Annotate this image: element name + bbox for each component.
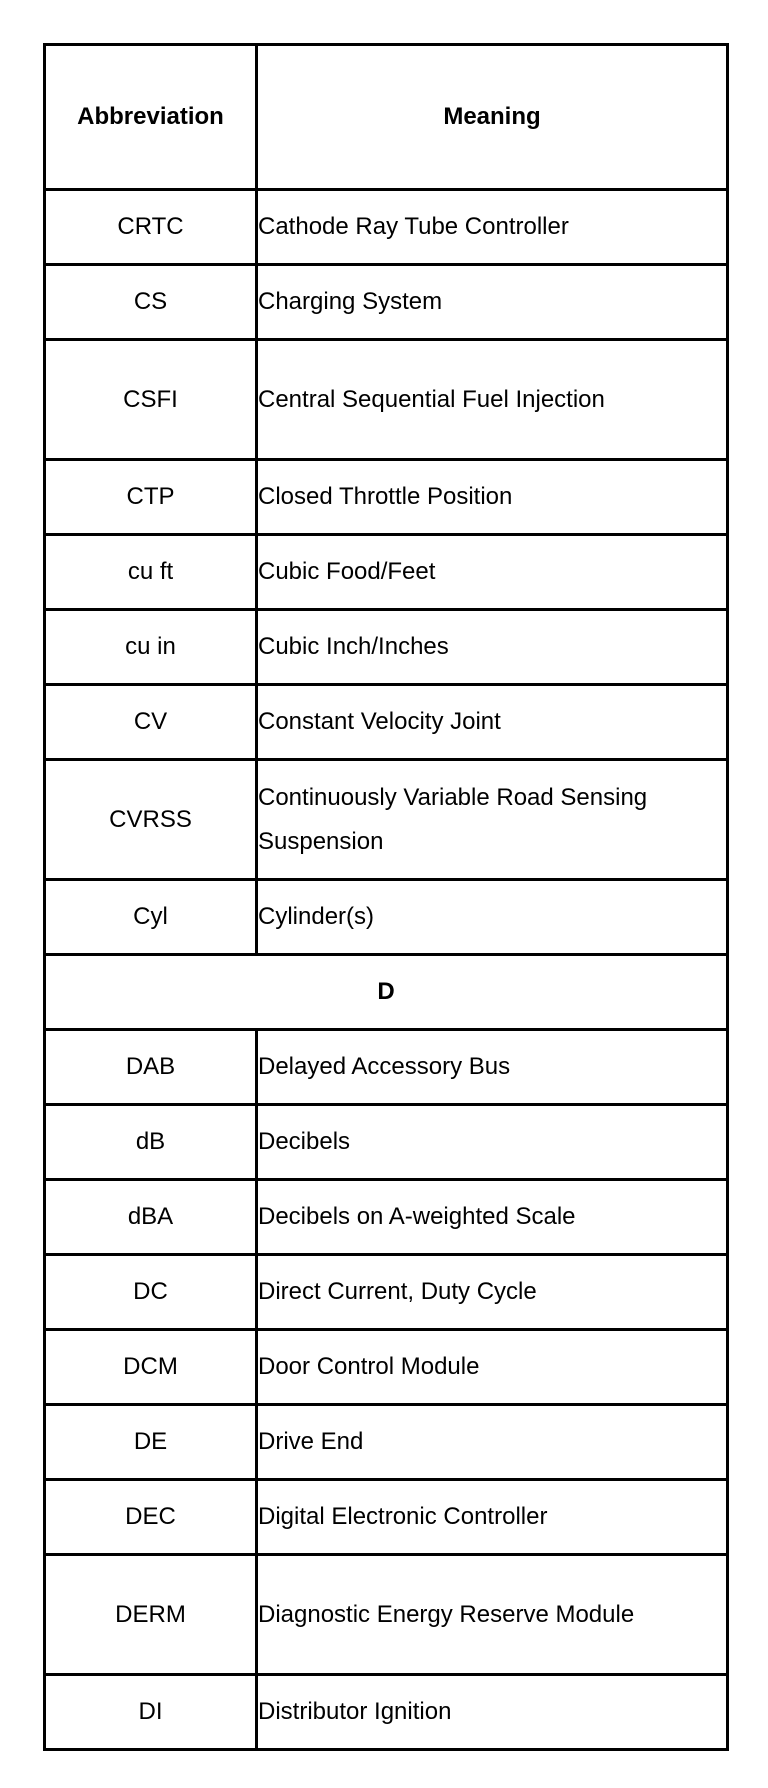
meaning-cell: Drive End <box>257 1405 728 1480</box>
abbreviation-cell: DE <box>45 1405 257 1480</box>
meaning-cell: Cubic Food/Feet <box>257 535 728 610</box>
table-row <box>45 190 728 265</box>
meaning-cell: Closed Throttle Position <box>257 460 728 535</box>
table-row <box>45 610 728 685</box>
table-row <box>45 1180 728 1255</box>
meaning-cell: Direct Current, Duty Cycle <box>257 1255 728 1330</box>
table-row <box>45 1405 728 1480</box>
table-row <box>45 1330 728 1405</box>
abbreviation-cell: cu in <box>45 610 257 685</box>
meaning-cell: Cylinder(s) <box>257 880 728 955</box>
table-row <box>45 1480 728 1555</box>
abbreviation-column-header: Abbreviation <box>45 45 257 190</box>
abbreviation-cell: DC <box>45 1255 257 1330</box>
table-row <box>45 340 728 460</box>
table-row <box>45 265 728 340</box>
meaning-cell: Continuously Variable Road Sensing Suspension <box>257 760 728 880</box>
abbreviation-cell: dBA <box>45 1180 257 1255</box>
abbreviation-cell: DAB <box>45 1030 257 1105</box>
meaning-cell: Cathode Ray Tube Controller <box>257 190 728 265</box>
abbreviation-cell: CVRSS <box>45 760 257 880</box>
section-header-row <box>45 955 728 1030</box>
abbreviation-cell: CS <box>45 265 257 340</box>
abbreviation-cell: cu ft <box>45 535 257 610</box>
meaning-cell: Decibels on A-weighted Scale <box>257 1180 728 1255</box>
section-letter-d: D <box>45 955 728 1030</box>
abbreviation-cell: DI <box>45 1675 257 1750</box>
table-row <box>45 460 728 535</box>
abbreviation-cell: DCM <box>45 1330 257 1405</box>
meaning-cell: Decibels <box>257 1105 728 1180</box>
table-row <box>45 880 728 955</box>
table-row <box>45 1105 728 1180</box>
abbreviation-cell: CRTC <box>45 190 257 265</box>
abbreviation-cell: CV <box>45 685 257 760</box>
table-row <box>45 760 728 880</box>
meaning-cell: Charging System <box>257 265 728 340</box>
meaning-cell: Digital Electronic Controller <box>257 1480 728 1555</box>
meaning-cell: Door Control Module <box>257 1330 728 1405</box>
abbreviation-cell: CSFI <box>45 340 257 460</box>
abbreviation-cell: Cyl <box>45 880 257 955</box>
meaning-cell: Distributor Ignition <box>257 1675 728 1750</box>
meaning-cell: Central Sequential Fuel Injection <box>257 340 728 460</box>
meaning-cell: Delayed Accessory Bus <box>257 1030 728 1105</box>
table-row <box>45 1030 728 1105</box>
abbreviation-table <box>43 43 729 1751</box>
table-row <box>45 535 728 610</box>
meaning-cell: Cubic Inch/Inches <box>257 610 728 685</box>
table-row <box>45 1555 728 1675</box>
table-row <box>45 1675 728 1750</box>
abbreviation-cell: CTP <box>45 460 257 535</box>
table-row <box>45 1255 728 1330</box>
abbreviation-cell: DEC <box>45 1480 257 1555</box>
meaning-column-header: Meaning <box>257 45 728 190</box>
abbreviation-cell: DERM <box>45 1555 257 1675</box>
table-header-row <box>45 45 728 190</box>
meaning-cell: Constant Velocity Joint <box>257 685 728 760</box>
table-row <box>45 685 728 760</box>
meaning-cell: Diagnostic Energy Reserve Module <box>257 1555 728 1675</box>
abbreviation-cell: dB <box>45 1105 257 1180</box>
